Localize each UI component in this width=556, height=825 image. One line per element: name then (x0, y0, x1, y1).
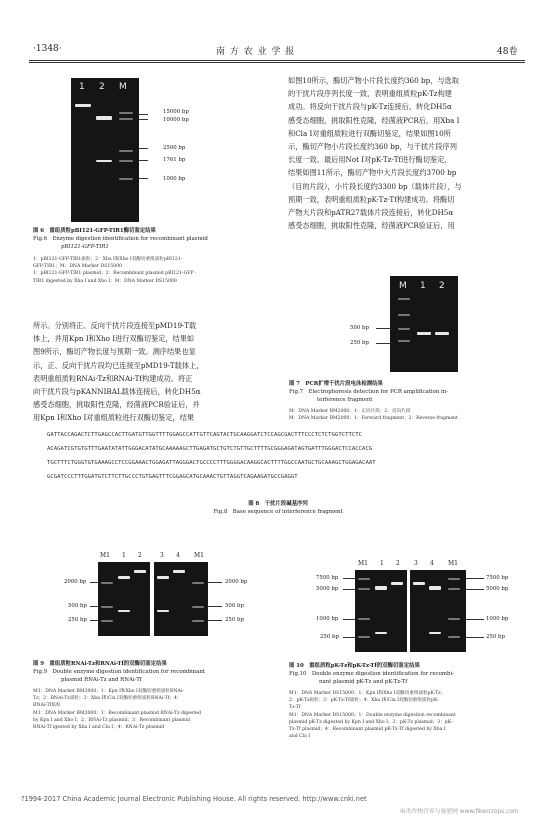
gel-band (119, 112, 133, 114)
fig6-marker-label: 15000 bp (163, 109, 189, 115)
fig9-note-line: RNAi-Tf质粒 (33, 703, 61, 709)
marker-tick (139, 178, 148, 179)
marker-tick (343, 637, 355, 638)
gel-band (391, 582, 403, 585)
fig8-caption (0, 500, 556, 516)
marker-tick (208, 582, 222, 583)
body-line: 用Kpn Ⅰ和Xho Ⅰ对重组质粒进行双酶切鉴定，结果 (33, 413, 195, 423)
fig10-note-line: Tz-Tf (289, 705, 301, 711)
fig6-marker-label: 10000 bp (163, 117, 189, 123)
fig10-marker-label: 1000 bp (316, 616, 339, 622)
fig9-lane-label: M1 (100, 552, 110, 559)
fig10-lane-label: M1 (448, 560, 458, 567)
marker-tick (90, 582, 98, 583)
gel-band (134, 570, 146, 573)
fig10-gel-image-right (410, 570, 466, 652)
fig6-caption-en: pBI121-GFP-TIR1 (61, 244, 109, 251)
fig10-marker-label: 5000 bp (486, 586, 509, 592)
gel-band (429, 632, 441, 634)
fig9-caption-en: Fig.9 Double enzyme digestion identification for recombinant (33, 669, 206, 676)
fig9-lane-label: 4 (176, 552, 180, 559)
fig7-gel-image (390, 276, 458, 372)
marker-tick (139, 119, 148, 120)
fig9-lane-labels (100, 552, 220, 562)
fig6-caption (33, 227, 273, 252)
gel-band (398, 298, 410, 300)
fig9-marker-label: 2000 bp (64, 579, 87, 585)
fig7-caption (289, 380, 525, 405)
marker-tick (139, 160, 148, 161)
gel-band (375, 586, 387, 590)
gel-band (448, 618, 460, 620)
fig9-note-line: M1：DNA Marker BM2000；1：Kpn Ⅰ和Xho Ⅰ双酶切重组质粒RNAi- (33, 689, 184, 694)
body-line: 表明重组质粒RNAi-Tz和RNAi-Tf构建成功。将正 (33, 373, 193, 383)
right-body-paragraph (288, 74, 524, 232)
fig7-caption-en: Fig.7 Electrophoresis detection for PCR amplification in- (289, 389, 448, 396)
fig6-marker-label: 1761 bp (163, 157, 186, 163)
fig10-note-line: plasmid pK-Tz digested by Kpn Ⅰ and Xho Ⅰ；2：pK-Tz plasmid；3：pK- (289, 719, 453, 725)
fig7-caption-en: terference fragment (317, 397, 373, 404)
fig8-caption-en: Fig.8 Base sequence of interference fragment (213, 509, 343, 516)
fig9-lane-label: 3 (160, 552, 164, 559)
gel-band (435, 332, 449, 335)
fig9-note-line: M1：DNA Marker BM2000；1：Recombinant plasmid RNAi-Tz digested (33, 710, 201, 716)
body-line: 结果如图11所示，酶切产物中大片段长度约3700 bp (288, 168, 457, 178)
body-line: 产物大片段和pATR27载体片段连接后，转化DH5α (288, 208, 454, 218)
fig10-marker-label: 7500 bp (486, 575, 509, 581)
gel-band (358, 588, 370, 590)
fig9-caption-cn: 图 9 重组质粒RNAi-Tz和RNAi-Tf的双酶切鉴定结果 (33, 661, 167, 667)
fig7-caption-cn: 图 7 PCR扩增干扰片段电泳检测结果 (289, 381, 383, 387)
fig9-gel-image-right (154, 562, 208, 636)
fig10-note-line: and Cla Ⅰ (289, 734, 311, 740)
fig6-notes (33, 256, 273, 285)
gel-band (358, 636, 370, 638)
body-line: 体上，并用Kpn Ⅰ和Xho Ⅰ进行双酶切鉴定，结果如 (33, 334, 195, 344)
fig9-lane-label: 1 (122, 552, 126, 559)
fig9-caption-en: plasmid RNAi-Tz and RNAi-Tf (61, 677, 142, 684)
marker-tick (466, 637, 484, 638)
gel-band (192, 606, 204, 608)
fig6-gel-image (71, 78, 139, 222)
fig9-note-line: by Kpn Ⅰ and Xho Ⅰ；2：RNAi-Tz plasmid；3：Recombinant plasmid (33, 717, 191, 723)
fig9-note-line: Tz；2：RNAi-Tz质粒；3：Xba Ⅰ和Cla Ⅰ双酶切重组质粒RNAi-Tf；4： (33, 696, 182, 702)
marker-tick (343, 619, 355, 620)
gel-band (118, 576, 130, 579)
page-number: ·1348· (33, 44, 62, 54)
fig9-note-line: RNAi-Tf igested by Xba Ⅰ and Cla Ⅰ；4：RNAi-Tz plasmid (33, 725, 165, 731)
fig10-caption-en: nant plasmid pK-Tz and pK-Tz-Tf (319, 679, 408, 686)
gel-band (119, 160, 133, 162)
copyright-footer: ?1994-2017 China Academic Journal Electronic Publishing House. All rights reserved. http://www.cnki.net (21, 795, 367, 803)
fig10-lane-label: M1 (358, 560, 368, 567)
fig10-lane-label: 1 (380, 560, 384, 567)
fig8-caption-cn: 图 8 干扰片段碱基序列 (248, 501, 308, 507)
fig10-note-line: M1：DNA Marker DS15000；1：Kpn Ⅰ和Xho Ⅰ双酶切重组质粒pK-Tz； (289, 691, 446, 696)
body-line: 预期一致，表明重组质粒pK-Tz-Tf构建成功。将酶切 (288, 194, 455, 204)
fig6-caption-en: Fig.6 Enzyme digestion identification for recombinant plasmid (33, 236, 208, 243)
gel-band (119, 150, 133, 152)
fig9-caption (33, 660, 273, 685)
gel-band (101, 620, 113, 622)
fig9-marker-label: 250 bp (68, 617, 87, 623)
fig10-notes (289, 690, 525, 740)
fig10-marker-label: 250 bp (320, 634, 339, 640)
fig7-lane-label: M (399, 281, 407, 291)
header-rule (29, 60, 525, 61)
gel-band (448, 588, 460, 590)
gel-band (119, 178, 133, 180)
fig10-lane-label: 4 (430, 560, 434, 567)
fig9-marker-label: 2000 bp (225, 579, 248, 585)
body-line: 示，酶切产物小片段长度约360 bp，与干扰片段序列 (288, 142, 457, 152)
marker-tick (376, 328, 390, 329)
fig9-marker-label: 500 bp (225, 603, 244, 609)
sequence-line: GCGATCCCTTTGGATGTCTTCTTGCCCTGTGAGTTTCGGAGCATGCAAACTGTTAGGTCAGAAGATGCCGAGGT (47, 474, 298, 480)
watermark-text: 麻类作物营养与施肥网 www.fibercrops.com (400, 809, 519, 815)
marker-tick (466, 578, 484, 579)
fig6-note-line: 1：pBI121-GFP-TIR1质粒；2：Xba Ⅰ和Xho Ⅰ双酶切重组质粒pBI121- (33, 257, 183, 262)
fig10-gel-image-left (355, 570, 407, 652)
gel-band (75, 104, 91, 107)
fig7-notes (289, 408, 525, 422)
fig7-lane-label: 2 (439, 281, 445, 291)
fig10-caption-en: Fig.10 Double enzyme digestion identification for recombi- (289, 671, 455, 678)
fig6-note-line: 1：pBI121-GFP-TIR1 plasmid；2：Recombinant plasmid pBI121-GFP - (33, 271, 197, 277)
marker-tick (208, 606, 222, 607)
fig6-note-line: TIR1 digested by Xba Ⅰ and Xho Ⅰ；M：DNA Marker DS15000 (33, 278, 177, 284)
fig9-marker-label: 500 bp (68, 603, 87, 609)
fig9-marker-label: 250 bp (225, 617, 244, 623)
body-line: 感受态细胞，挑取阳性克隆，经菌液PCR验证后，并 (33, 400, 200, 410)
journal-title: 南 方 农 业 学 报 (216, 47, 296, 57)
fig6-marker-label: 2500 bp (163, 145, 186, 151)
gel-band (96, 160, 112, 162)
body-line: 感受态细胞，挑取阳性克隆，经菌液PCR验证后，用 (288, 221, 455, 231)
gel-band (101, 582, 113, 584)
body-line: 长度一致。最后用Not Ⅰ对pK-Tz-Tf进行酶切鉴定， (288, 155, 452, 165)
marker-tick (90, 606, 98, 607)
fig10-marker-label: 250 bp (486, 634, 505, 640)
gel-band (413, 582, 425, 585)
gel-band (417, 332, 431, 335)
marker-tick (208, 620, 222, 621)
fig9-notes (33, 688, 273, 731)
gel-band (192, 582, 204, 584)
fig10-caption (289, 662, 525, 687)
gel-band (429, 586, 441, 590)
fig6-lane-label: M (119, 82, 127, 92)
fig6-note-line: GFP-TIR1；M：DNA Marker DS15000 (33, 264, 122, 270)
body-line: 如图10所示，酶切产物小片段长度约360 bp，与选取 (288, 76, 459, 85)
gel-band (398, 340, 410, 342)
fig10-marker-label: 1000 bp (486, 616, 509, 622)
gel-band (448, 636, 460, 638)
volume-label: 48卷 (497, 47, 518, 57)
marker-tick (139, 148, 148, 149)
fig10-lane-label: 2 (396, 560, 400, 567)
marker-tick (376, 343, 390, 344)
sequence-line: TGCTTTCTGGGTGTGAAAGCCTCCGGAAACTGGAGATTAGGGACTGCCCCTTTGGGGACAAGGCACTTTTGGCCAATGCTGCAAAGCTGGAGACAAT (47, 460, 376, 466)
fig9-gel-image-left (98, 562, 150, 636)
body-line: 图9所示，酶切产物长度与预期一致。测序结果也显 (33, 347, 196, 357)
sequence-line: ACAGATCGTGTGTTTGAATATATTGGGACATATGCAAAAAGCTTGAGATGCTGTCTGTTGCTTTTGCGGGAGATAGTGATTTGGGACTCCACCACG (47, 446, 373, 452)
body-line: 的干扰片段序列长度一致，表明重组质粒pK-Tz构建 (288, 89, 452, 99)
fig6-lane-label: 1 (79, 82, 85, 92)
body-line: 和Cla Ⅰ对重组质粒进行双酶切鉴定，结果如图10所 (288, 128, 451, 138)
gel-band (398, 314, 410, 316)
fig10-lane-labels (358, 560, 478, 570)
marker-tick (466, 619, 484, 620)
gel-band (173, 570, 185, 573)
fig6-caption-cn: 图 6 重组质粒pBI121-GFP-TIR1酶切鉴定结果 (33, 228, 156, 234)
gel-band (157, 610, 169, 612)
marker-tick (90, 620, 98, 621)
gel-band (375, 632, 387, 634)
body-line: 向干扰片段与pKANNIBAL载体连接后，转化DH5α (33, 387, 201, 397)
gel-band (448, 578, 460, 580)
left-body-paragraph (33, 319, 273, 425)
gel-band (101, 606, 113, 608)
marker-tick (139, 114, 148, 115)
fig7-note-line: M：DNA Marker BM2000；1：Forward fragment；2：Reverse fragment (289, 416, 458, 422)
fig10-lane-label: 3 (414, 560, 418, 567)
fig9-lane-label: 2 (138, 552, 142, 559)
gel-band (118, 610, 130, 612)
fig9-lane-label: M1 (194, 552, 204, 559)
body-line: 感受态细胞，挑取阳性克隆，经菌液PCR后，用Xba Ⅰ (288, 115, 460, 125)
fig10-marker-label: 7500 bp (316, 575, 339, 581)
gel-band (358, 578, 370, 580)
marker-tick (466, 589, 484, 590)
gel-band (119, 118, 133, 120)
gel-band (157, 576, 169, 579)
fig7-marker-label: 500 bp (350, 325, 369, 331)
marker-tick (343, 589, 355, 590)
fig6-marker-label: 1000 bp (163, 176, 186, 182)
body-line: （目的片段），小片段长度约3300 bp（载体片段），与 (288, 181, 462, 191)
header-rule-2 (29, 62, 525, 63)
sequence-line: GATTACCAGACTCTTGAGCCACTTGATGTTGGTTTTGGAGCCATTGTTCAGTACTGCAAGGATCTCCAGCGACTTTCCCTCTCTGGTCTTCTC (47, 432, 363, 438)
fig10-caption-cn: 图 10 重组质粒pK-Tz和pK-Tz-Tf的双酶切鉴定结果 (289, 663, 420, 669)
gel-band (358, 618, 370, 620)
fig7-note-line: M：DNA Marker BM2000；1：正向片段；2：反向片段 (289, 409, 411, 414)
body-line: 所示。分别将正、反向干扰片段连接至pMD19-T载 (33, 321, 197, 330)
gel-band (192, 620, 204, 622)
fig6-lane-label: 2 (99, 82, 105, 92)
body-line: 成功。将反向干扰片段与pK-Tz连接后，转化DH5α (288, 102, 452, 112)
gel-band (96, 116, 112, 120)
fig10-note-line: M1：DNA Marker DS15000；1：Double enzyme digestion recombinant (289, 712, 456, 718)
body-line: 示，正、反向干扰片段均已连接至pMD19-T载体上， (33, 360, 204, 370)
fig10-marker-label: 5000 bp (316, 586, 339, 592)
gel-band (398, 328, 410, 330)
fig10-note-line: Tz-Tf plasmid；4：Recombinant plasmid pK-Tz-Tf digested by Xba Ⅰ (289, 727, 446, 733)
marker-tick (343, 578, 355, 579)
fig8-sequence (47, 428, 376, 484)
fig7-marker-label: 250 bp (350, 340, 369, 346)
fig7-lane-label: 1 (420, 281, 426, 291)
fig10-note-line: 2：pK-Tz质粒；3：pK-Tz-Tf质粒；4：Xba Ⅰ和Cla Ⅰ双酶切重组质粒pK- (289, 698, 439, 704)
